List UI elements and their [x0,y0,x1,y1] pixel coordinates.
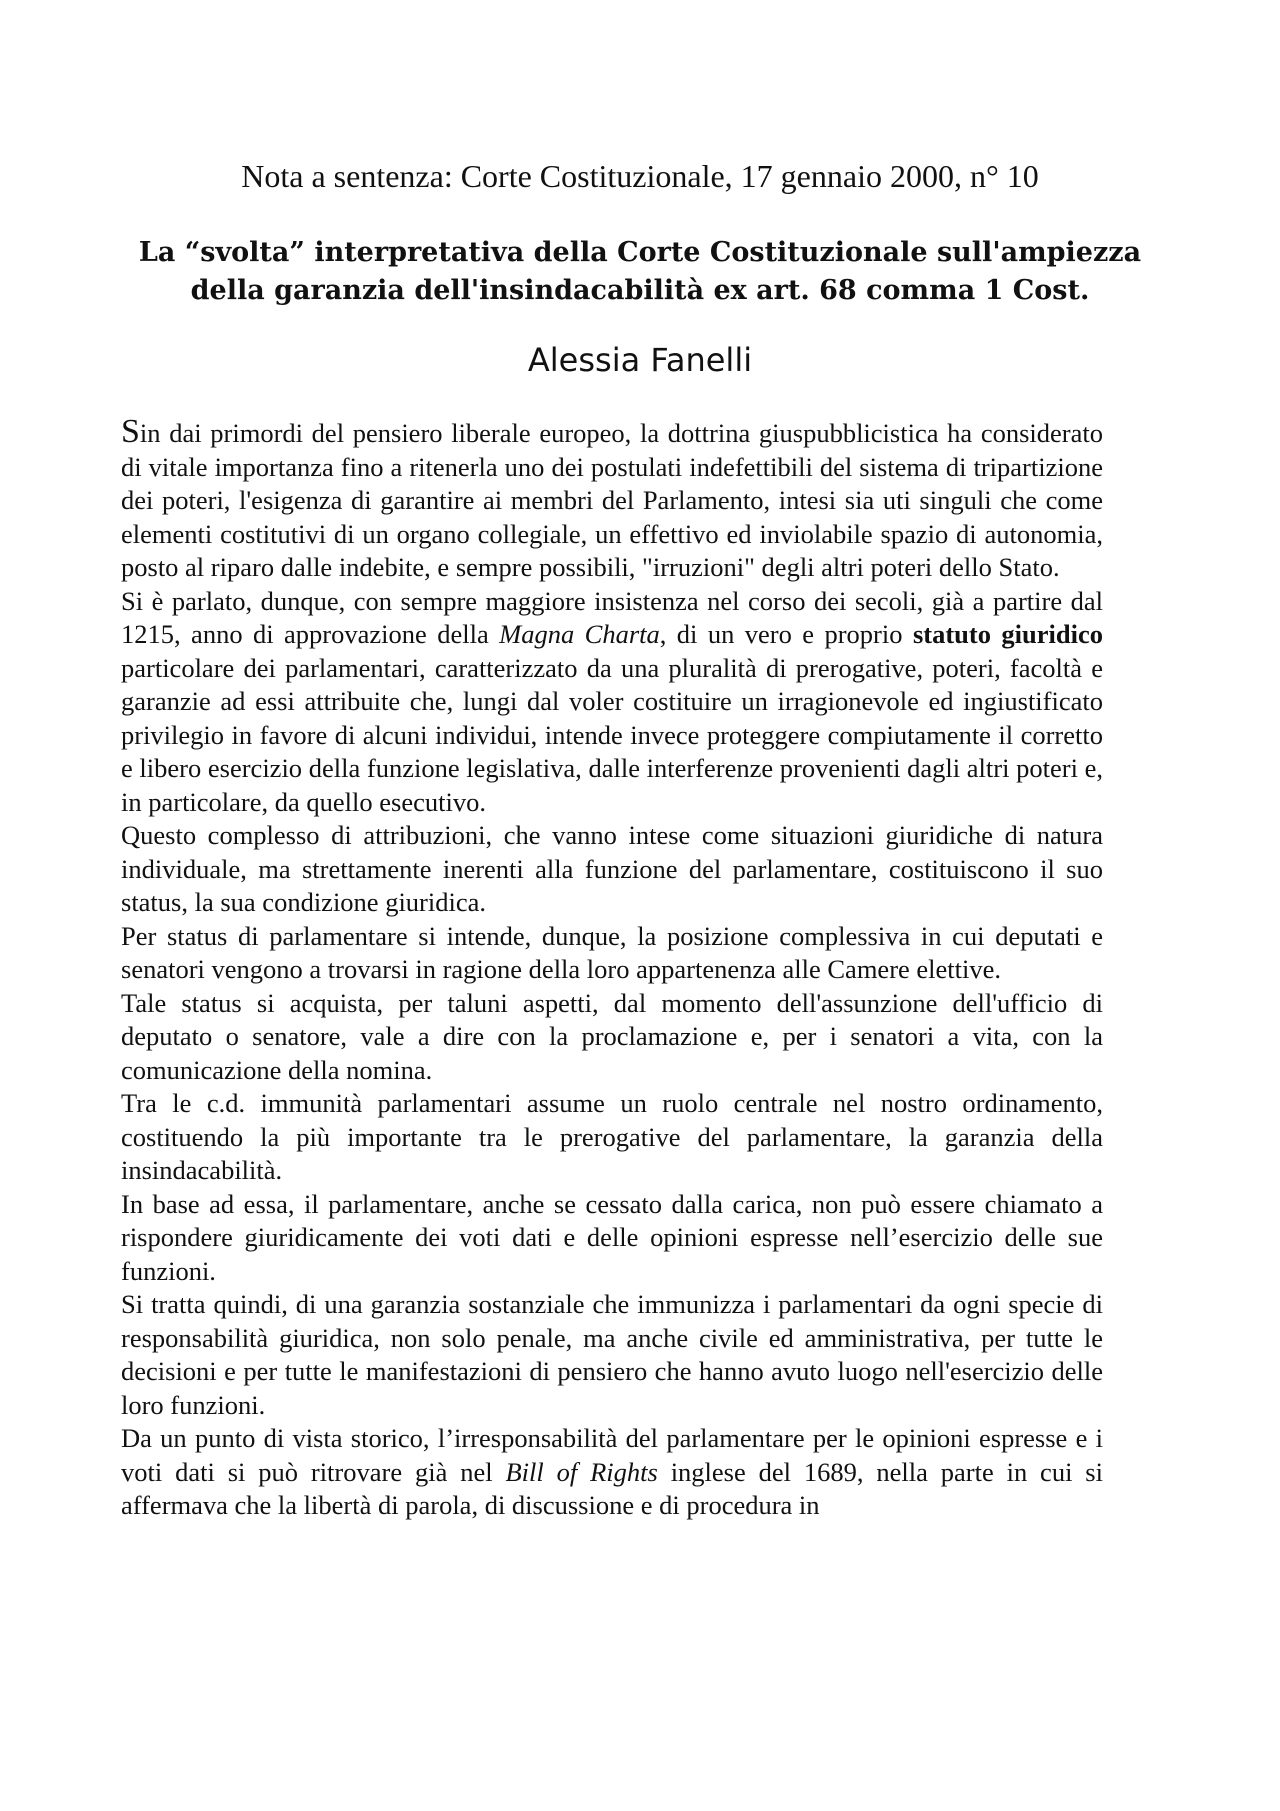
paragraph-4: Per status di parlamentare si intende, dunque, la posizione complessiva in cui deputati e senatori vengono a trovarsi in ragione della loro appartenenza alle Camere elettive. [121,920,1103,984]
author-name: Alessia Fanelli [527,341,753,379]
paragraph-6: Tra le c.d. immunità parlamentari assume un ruolo centrale nel nostro ordinamento, costituendo la più importante tra le prerogative del parlamentare, la garanzia della insindacabilità. [121,1088,1103,1185]
paragraph-2 [121,585,1103,820]
paragraph-9 [121,1422,1103,1523]
paragraph-5: Tale status si acquista, per taluni aspetti, dal momento dell'assunzione dell'ufficio di deputato o senatore, vale a dire con la proclamazione e, per i senatori a vita, con la comunicazione della nomina. [121,987,1103,1085]
title-line-2: della garanzia dell'insindacabilità ex art. 68 comma 1 Cost. [190,275,1090,306]
magna-charta-italic: Magna Charta [499,619,660,649]
document-header: Nota a sentenza: Corte Costituzionale, 17 gennaio 2000, n° 10 [241,158,1039,194]
paragraph-1-text: in dai primordi del pensiero liberale europeo, la dottrina giuspubblicistica ha considerato di vitale importanza fino a ritenerla uno dei postulati indefettibili del sistema di tripartizione dei poteri, l'esigenza di garantire ai membri del Parlamento, intesi sia uti singuli che come elementi costitutivi di un organo collegiale, un effettivo ed inviolabile spazio di autonomia, posto al riparo dalle indebite, e sempre possibili, "irruzioni" degli altri poteri dello Stato. [121,418,1103,582]
document-title [120,234,1160,310]
paragraph-9-text-b: inglese del 1689, nella parte in cui si affermava che la libertà di parola, di discussione e di procedura in [121,1456,1103,1520]
paragraph-3: Questo complesso di attribuzioni, che vanno intese come situazioni giuridiche di natura individuale, ma strettamente inerenti alla funzione del parlamentare, costituiscono il suo status, la sua condizione giuridica. [121,820,1103,917]
paragraph-2-text-a: Si è parlato, dunque, con sempre maggiore insistenza nel corso dei secoli, già a partire dal 1215, anno di approvazione della [121,585,1103,649]
paragraph-2-text-b: , di un vero e proprio [659,619,913,649]
bill-of-rights-italic: Bill of Rights [505,1456,658,1487]
drop-cap: S [121,413,140,450]
paragraph-7: In base ad essa, il parlamentare, anche se cessato dalla carica, non può essere chiamato a rispondere giuridicamente dei voti dati e delle opinioni espresse nell’esercizio delle sue funzioni. [121,1188,1103,1286]
paragraph-8: Si tratta quindi, di una garanzia sostanziale che immunizza i parlamentari da ogni specie di responsabilità giuridica, non solo penale, ma anche civile ed amministrativa, per tutte le decisioni e per tutte le manifestazioni di pensiero che hanno avuto luogo nell'esercizio delle loro funzioni. [121,1289,1103,1420]
title-line-1: La “svolta” interpretativa della Corte Costituzionale sull'ampiezza [138,237,1142,268]
document-body [121,415,1103,1523]
paragraph-1 [121,415,1103,585]
paragraph-9-text-a: Da un punto di vista storico, l’irresponsabilità del parlamentare per le opinioni espresse e i voti dati si può ritrovare già nel [121,1423,1103,1487]
statuto-giuridico-bold: statuto giuridico [912,619,1103,649]
paragraph-2-text-c: particolare dei parlamentari, caratterizzato da una pluralità di prerogative, poteri, facoltà e garanzie ad essi attribuite che, lungi dal voler costituire un irragionevole ed ingiustificato privilegio in favore di alcuni individui, intende invece proteggere compiutamente il corretto e libero esercizio della funzione legislativa, dalle interferenze provenienti dagli altri poteri e, in particolare, da quello esecutivo. [121,652,1103,817]
